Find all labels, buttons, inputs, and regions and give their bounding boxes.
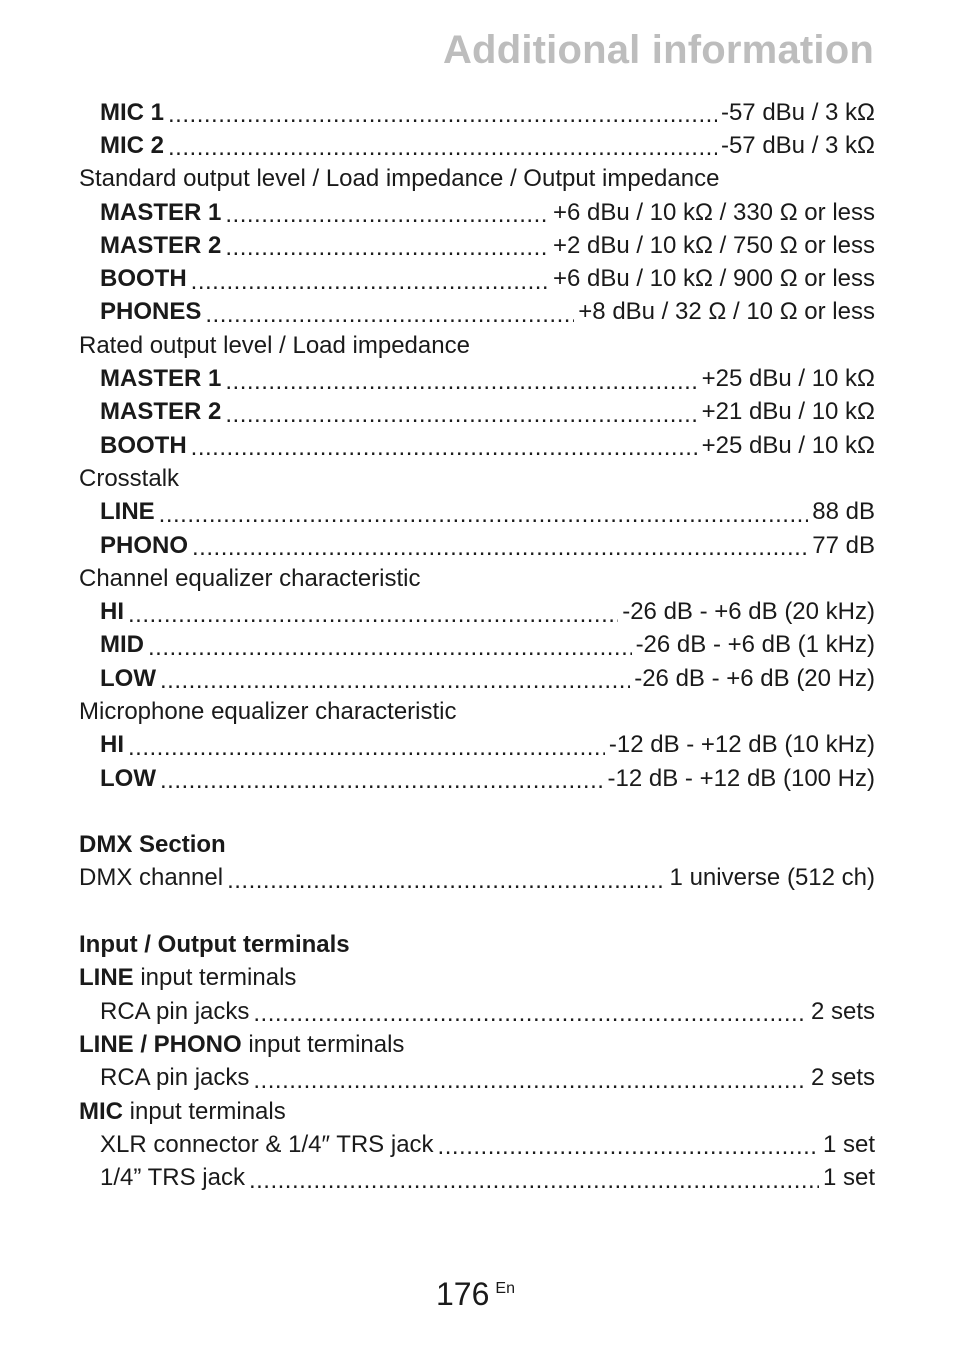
spec-label: XLR connector & 1/4″ TRS jack (100, 1130, 434, 1158)
spec-value: -26 dB - +6 dB (20 kHz) (622, 598, 875, 626)
spec-row-mic-2 (79, 129, 875, 162)
spec-value: -12 dB - +12 dB (100 Hz) (607, 764, 875, 792)
spec-label: HI (100, 731, 124, 759)
spec-label: PHONES (100, 298, 202, 326)
dot-leader (227, 862, 665, 895)
spec-content (79, 96, 875, 1195)
spec-value: +6 dBu / 10 kΩ / 900 Ω or less (552, 265, 875, 293)
subheading-standard-output: Standard output level / Load impedance / Output impedance (79, 165, 720, 193)
spec-row-line-phono-rca (79, 1062, 875, 1095)
spec-value: -57 dBu / 3 kΩ (720, 98, 875, 126)
subheading-rest: input terminals (133, 964, 297, 992)
spec-label: MASTER 2 (100, 398, 222, 426)
subheading-mic-input (79, 1095, 875, 1128)
spec-label: MASTER 2 (100, 231, 222, 259)
dot-leader (225, 196, 549, 229)
page-number (436, 1276, 515, 1313)
spec-row-master-2 (79, 229, 875, 262)
spec-label: BOOTH (100, 431, 187, 459)
spec-value: +2 dBu / 10 kΩ / 750 Ω or less (552, 231, 875, 259)
spec-row-rated-master-2 (79, 396, 875, 429)
dot-leader (225, 229, 549, 262)
dot-leader (249, 1162, 819, 1195)
dot-leader (225, 363, 697, 396)
spec-value: 88 dB (812, 498, 875, 526)
page-title: Additional information (442, 28, 874, 72)
dot-leader (191, 263, 549, 296)
section-heading-text: DMX Section (79, 831, 226, 859)
spec-value: 2 sets (810, 997, 875, 1025)
section-spacer (79, 795, 875, 828)
spec-row-ch-eq-low (79, 662, 875, 695)
spec-value: 1 set (822, 1130, 875, 1158)
spec-row-crosstalk-phono (79, 529, 875, 562)
subheading-bold: MIC (79, 1097, 123, 1125)
spec-row-rated-booth (79, 429, 875, 462)
spec-row-mic-xlr (79, 1128, 875, 1161)
spec-value: -26 dB - +6 dB (1 kHz) (635, 631, 875, 659)
dot-leader (148, 629, 632, 662)
subheading-rest: input terminals (241, 1030, 405, 1058)
spec-row-line-rca (79, 995, 875, 1028)
spec-row-phones (79, 296, 875, 329)
subheading-bold: LINE / PHONO (79, 1030, 242, 1058)
subheading-crosstalk: Crosstalk (79, 464, 180, 492)
spec-value: +25 dBu / 10 kΩ (701, 431, 875, 459)
dot-leader (168, 129, 717, 162)
dot-leader (160, 662, 630, 695)
spec-row-mic-trs (79, 1162, 875, 1195)
spec-label: MASTER 1 (100, 198, 222, 226)
spec-label: RCA pin jacks (100, 997, 250, 1025)
spec-label: HI (100, 598, 124, 626)
dot-leader (168, 96, 717, 129)
subheading-line-phono-input (79, 1028, 875, 1061)
spec-value: +8 dBu / 32 Ω / 10 Ω or less (578, 298, 875, 326)
spec-value: 2 sets (810, 1064, 875, 1092)
spec-value: 1 set (822, 1164, 875, 1192)
dot-leader (205, 296, 574, 329)
spec-label: LINE (100, 498, 155, 526)
subheading-bold: LINE (79, 964, 134, 992)
dot-leader (253, 1062, 807, 1095)
section-spacer (79, 895, 875, 928)
spec-label: MASTER 1 (100, 365, 222, 393)
dot-leader (192, 529, 808, 562)
spec-row-dmx-channel (79, 862, 875, 895)
dot-leader (159, 496, 809, 529)
spec-value: +6 dBu / 10 kΩ / 330 Ω or less (552, 198, 875, 226)
dot-leader (191, 429, 698, 462)
spec-row-crosstalk-line (79, 496, 875, 529)
section-heading-dmx (79, 829, 875, 862)
spec-label: PHONO (100, 531, 189, 559)
section-heading-io (79, 928, 875, 961)
spec-label: BOOTH (100, 265, 187, 293)
spec-label: RCA pin jacks (100, 1064, 250, 1092)
spec-row-rated-master-1 (79, 362, 875, 395)
spec-label: MID (100, 631, 144, 659)
subheading-rated-output: Rated output level / Load impedance (79, 331, 470, 359)
spec-label: MIC 2 (100, 131, 165, 159)
dot-leader (438, 1128, 819, 1161)
spec-row-mic-1 (79, 96, 875, 129)
spec-value: +21 dBu / 10 kΩ (701, 398, 875, 426)
spec-value: +25 dBu / 10 kΩ (701, 365, 875, 393)
spec-row-booth (79, 262, 875, 295)
page-language: En (495, 1280, 515, 1297)
spec-label: LOW (100, 664, 156, 692)
page-number-value: 176 (436, 1276, 490, 1312)
dot-leader (160, 762, 604, 795)
spec-row-master-1 (79, 196, 875, 229)
spec-label: MIC 1 (100, 98, 165, 126)
subheading-rest: input terminals (123, 1097, 286, 1125)
dot-leader (253, 995, 807, 1028)
subheading-mic-eq: Microphone equalizer characteristic (79, 697, 457, 725)
subheading-channel-eq: Channel equalizer characteristic (79, 564, 421, 592)
spec-value: -57 dBu / 3 kΩ (720, 131, 875, 159)
spec-label: DMX channel (79, 864, 224, 892)
spec-value: -26 dB - +6 dB (20 Hz) (634, 664, 875, 692)
spec-row-mic-eq-low (79, 762, 875, 795)
dot-leader (128, 596, 618, 629)
spec-value: 77 dB (812, 531, 875, 559)
section-heading-text: Input / Output terminals (79, 931, 350, 959)
spec-label: 1/4” TRS jack (100, 1164, 245, 1192)
subheading-line-input (79, 962, 875, 995)
spec-label: LOW (100, 764, 156, 792)
spec-row-ch-eq-hi (79, 595, 875, 628)
spec-value: -12 dB - +12 dB (10 kHz) (608, 731, 875, 759)
dot-leader (225, 396, 697, 429)
spec-row-ch-eq-mid (79, 629, 875, 662)
spec-value: 1 universe (512 ch) (669, 864, 875, 892)
dot-leader (128, 729, 605, 762)
spec-row-mic-eq-hi (79, 729, 875, 762)
